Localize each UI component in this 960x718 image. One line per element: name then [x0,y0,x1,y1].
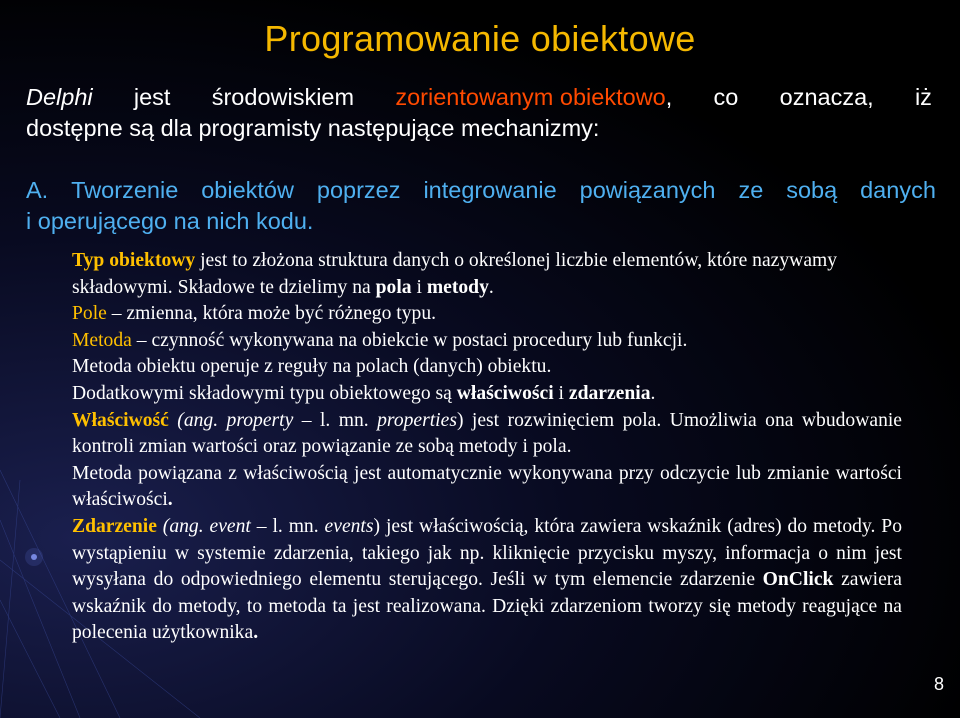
intro-word-delphi: Delphi [26,84,93,110]
point-a-word: powiązanych [579,177,716,203]
pole-paragraph [72,301,902,328]
term-pola: pola [375,276,412,298]
term-onclick: OnClick [762,569,834,591]
term-wlasciwosci: właściwości [456,382,554,404]
intro-comma: , [665,84,673,110]
text: – l. mn. [293,409,378,431]
text: (ang. event [156,515,251,537]
term-wlasciwosc: Właściwość [72,409,169,431]
term-pole: Pole [72,303,107,325]
dodatkowe-skladowe-paragraph [72,381,902,408]
intro-word: co [713,84,739,110]
wlasciwosc-paragraph [72,408,902,461]
text: – zmienna, która może być różnego typu. [106,303,437,325]
text: i [411,276,427,298]
text: ) jest właściwością, która zawiera wskaźnik (adres) do metody. Po wystąpieniu w systemie zdarzenia, takiego jak np. kliknięcie przycisku myszy, informacja o nim jest wysyłana do odpowiedniego elementu sterującego. Jeśli w tym elemencie zdarzenie [72,515,902,591]
text: – czynność wykonywana na obiekcie w postaci procedury lub funkcji. [131,329,688,351]
text: . [253,622,259,644]
text: zawiera wskaźnik do metody, to metoda ta jest realizowana. Dzięki zdarzeniom tworzy się metody reagujące na polecenia użytkownika [72,569,902,644]
text: . [488,276,494,298]
page-number: 8 [934,674,945,694]
metoda-powiazana-paragraph [72,461,902,514]
text: – l. mn. [250,515,325,537]
point-a-word: poprzez [316,177,401,203]
text: ) jest rozwinięciem pola. Umożliwia ona wbudowanie kontroli zmian wartości oraz powiązanie ze sobą metody i pola. [72,409,903,458]
metoda-obiektu-paragraph: Metoda obiektu operuje z reguły na polach (danych) obiektu. [72,356,552,378]
term-zdarzenie: Zdarzenie [72,515,157,537]
point-a-word: danych [860,177,936,203]
text: (ang. property [168,409,294,431]
intro-word: iż [914,84,932,110]
text: . [650,382,656,404]
text: i [553,382,569,404]
text: jest to złożona struktura danych o określonej liczbie elementów, które nazywamy składowymi. Składowe te dzielimy na [72,250,838,298]
point-a-line-2: i operującego na nich kodu. [26,208,314,234]
term-typ-obiektowy: Typ obiektowy [72,250,196,271]
slide-title: Programowanie obiektowe [264,18,696,59]
text: events [324,515,374,537]
intro-highlight-text: zorientowanym obiektowo [395,84,666,110]
metoda-paragraph [72,328,902,355]
intro-word: środowiskiem [211,84,355,110]
intro-paragraph [26,82,932,144]
point-a [26,175,936,237]
text: Dodatkowymi składowymi typu obiektowego są [72,382,457,404]
point-a-word: Tworzenie [71,177,179,203]
text: . [167,489,173,511]
point-a-line-1 [26,175,936,206]
intro-line-1 [26,82,932,113]
text: properties [377,409,457,431]
term-metody: metody [426,276,489,298]
point-a-word: ze [738,177,764,203]
content-body [72,248,902,647]
point-a-word: sobą [786,177,838,203]
point-a-word: obiektów [201,177,294,203]
intro-highlight [395,82,672,113]
intro-word: oznacza, [779,84,874,110]
term-metoda: Metoda [72,329,132,351]
point-a-word: A. [26,177,49,203]
zdarzenie-paragraph [72,514,902,647]
intro-line-2: dostępne są dla programisty następujące mechanizmy: [26,115,600,141]
typ-obiektowy-paragraph [72,248,902,301]
term-zdarzenia: zdarzenia [568,382,651,404]
text: Metoda powiązana z właściwością jest automatycznie wykonywana przy odczycie lub zmianie wartości właściwości [72,462,902,511]
point-a-word: integrowanie [423,177,557,203]
intro-word: jest [133,84,171,110]
